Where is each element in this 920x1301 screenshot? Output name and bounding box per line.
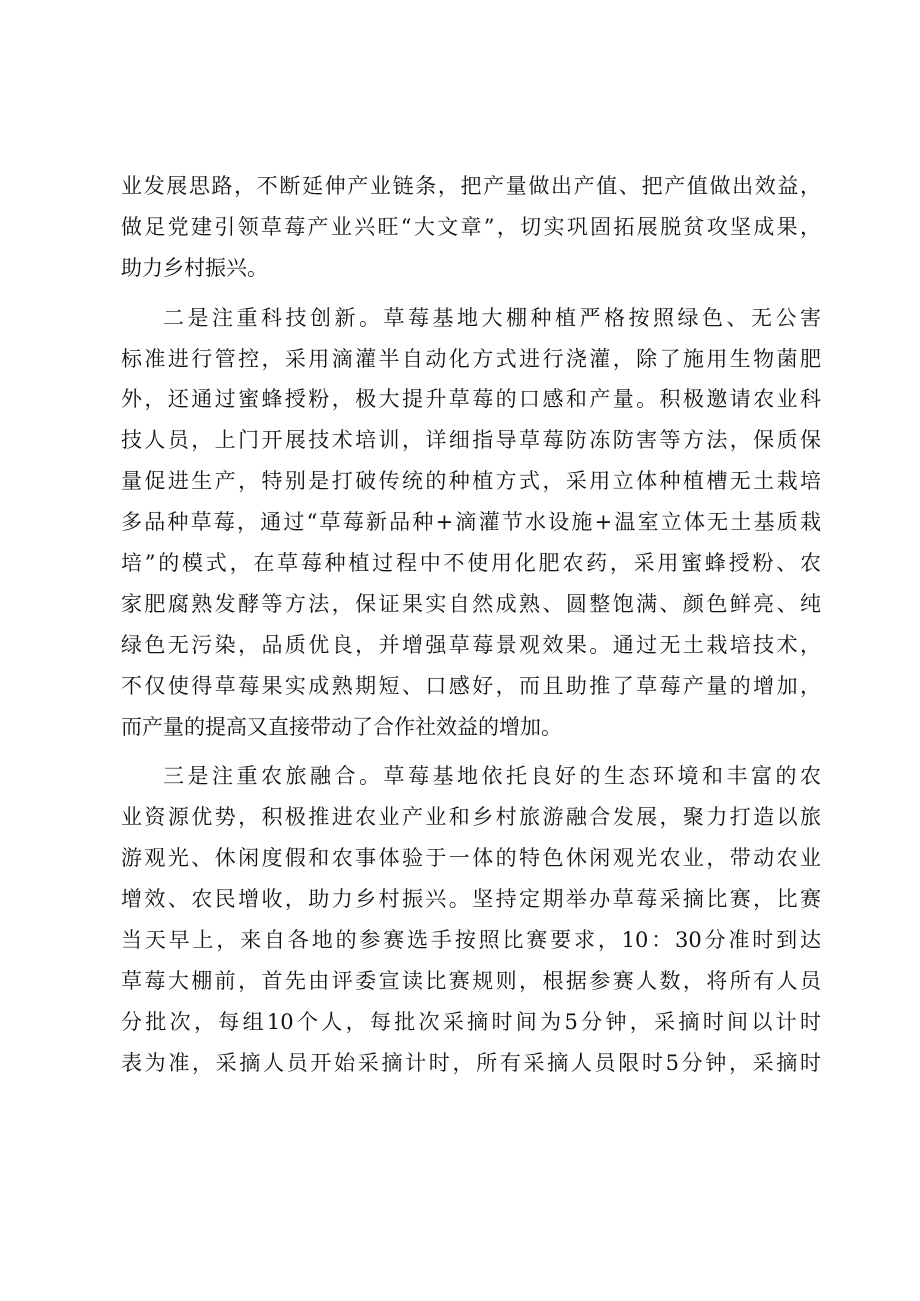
text-line: 不仅使得草莓果实成熟期短、口感好，而且助推了草莓产量的增加， bbox=[121, 673, 821, 698]
text-line: 技人员，上门开展技术培训，详细指导草莓防冻防害等方法，保质保 bbox=[121, 428, 821, 453]
text-line: 业发展思路，不断延伸产业链条，把产量做出产值、把产值做出效益， bbox=[121, 174, 821, 198]
text-line: 分批次，每组10个人，每批次采摘时间为5分钟，采摘时间以计时 bbox=[121, 1009, 821, 1034]
text-line: 家肥腐熟发酵等方法，保证果实自然成熟、圆整饱满、颜色鲜亮、纯 bbox=[121, 591, 821, 616]
text-line: 增效、农民增收，助力乡村振兴。坚持定期举办草莓采摘比赛，比赛 bbox=[121, 887, 821, 912]
text-line: 量促进生产，特别是打破传统的种植方式，采用立体种植槽无土栽培 bbox=[121, 469, 821, 494]
text-line: 二是注重科技创新。草莓基地大棚种植严格按照绿色、无公害 bbox=[163, 305, 821, 330]
text-line: 而产量的提高又直接带动了合作社效益的增加。 bbox=[121, 714, 562, 739]
text-line: 助力乡村振兴。 bbox=[121, 255, 268, 280]
text-line: 做足党建引领草莓产业兴旺“大文章”，切实巩固拓展脱贫攻坚成果， bbox=[121, 214, 821, 239]
text-line: 三是注重农旅融合。草莓基地依托良好的生态环境和丰富的农 bbox=[163, 764, 821, 789]
text-line: 多品种草莓，通过“草莓新品种+滴灌节水设施+温室立体无土基质栽 bbox=[121, 510, 821, 535]
text-line: 当天早上，来自各地的参赛选手按照比赛要求，10：30分准时到达 bbox=[121, 928, 821, 953]
text-line: 培”的模式，在草莓种植过程中不使用化肥农药，采用蜜蜂授粉、农 bbox=[121, 551, 821, 576]
text-line: 游观光、休闲度假和农事体验于一体的特色休闲观光农业，带动农业 bbox=[121, 846, 821, 871]
text-line: 表为准，采摘人员开始采摘计时，所有采摘人员限时5分钟，采摘时 bbox=[121, 1050, 821, 1075]
text-line: 草莓大棚前，首先由评委宣读比赛规则，根据参赛人数，将所有人员 bbox=[121, 968, 821, 993]
text-line: 业资源优势，积极推进农业产业和乡村旅游融合发展，聚力打造以旅 bbox=[121, 805, 821, 830]
body-text bbox=[121, 166, 821, 1084]
text-line: 外，还通过蜜蜂授粉，极大提升草莓的口感和产量。积极邀请农业科 bbox=[121, 387, 821, 412]
text-line: 标准进行管控，采用滴灌半自动化方式进行浇灌，除了施用生物菌肥 bbox=[121, 346, 821, 371]
text-line: 绿色无污染，品质优良，并增强草莓景观效果。通过无土栽培技术， bbox=[121, 632, 821, 657]
